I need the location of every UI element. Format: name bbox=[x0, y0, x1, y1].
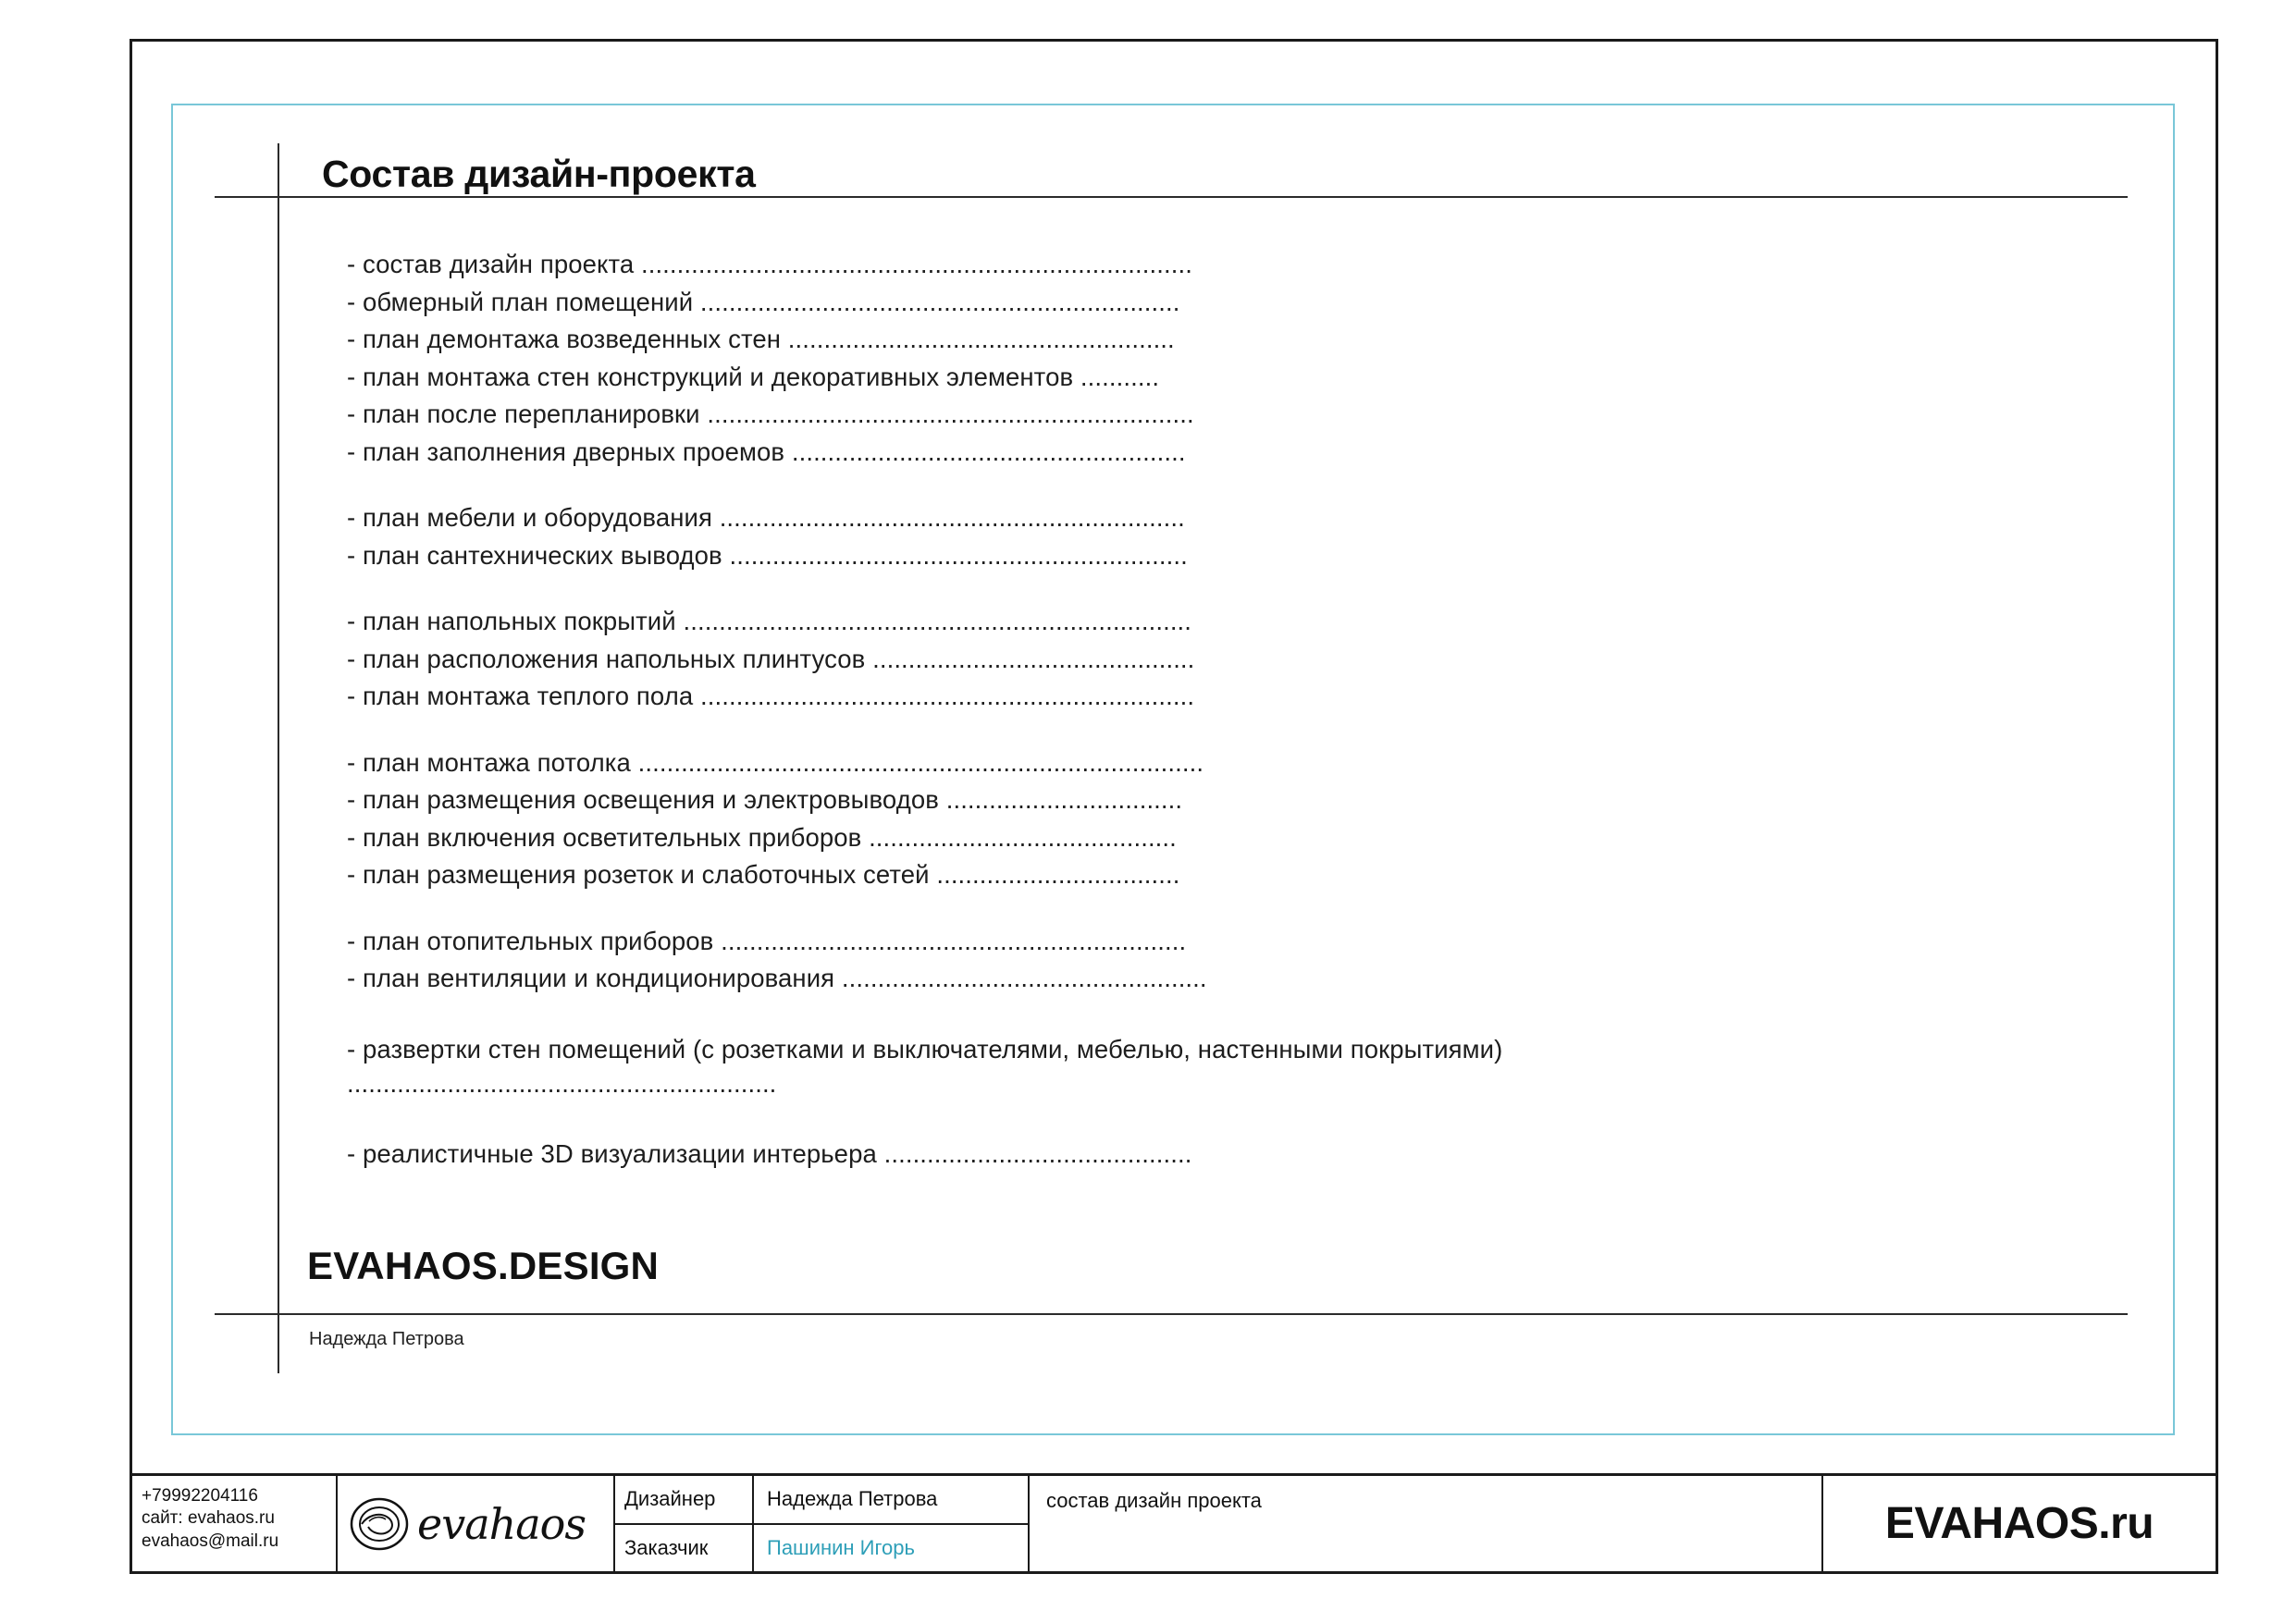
logo-cell bbox=[338, 1476, 615, 1571]
title-underline-rule bbox=[215, 196, 2128, 198]
brand-underline-rule bbox=[215, 1313, 2128, 1315]
list-item: - план монтажа потолка ............................................................................... bbox=[347, 747, 1204, 777]
list-item: - план размещения розеток и слаботочных сетей .................................. bbox=[347, 860, 1180, 889]
list-item: - реалистичные 3D визуализации интерьера ........................................... bbox=[347, 1138, 1192, 1168]
contents-group bbox=[347, 252, 1790, 464]
contents-group bbox=[347, 609, 1790, 709]
role-value: Пашинин Игорь bbox=[767, 1535, 915, 1559]
list-item: - план монтажа теплого пола ..................................................................... bbox=[347, 682, 1195, 710]
group-spacer bbox=[347, 1113, 1790, 1141]
role-value: Надежда Петрова bbox=[767, 1487, 938, 1511]
role-label: Дизайнер bbox=[615, 1476, 754, 1523]
group-spacer bbox=[347, 476, 1790, 505]
contents-group bbox=[347, 505, 1790, 568]
list-item: - план демонтажа возведенных стен ...................................................... bbox=[347, 325, 1175, 353]
list-item: - состав дизайн проекта ............................................................................. bbox=[347, 250, 1192, 278]
role-label: Заказчик bbox=[615, 1525, 754, 1572]
group-spacer bbox=[347, 1003, 1790, 1032]
content-vertical-rule bbox=[278, 143, 279, 1373]
contents-group bbox=[347, 747, 1790, 889]
list-item: - план отопительных приборов ................................................................. bbox=[347, 926, 1187, 955]
contacts-cell bbox=[132, 1476, 338, 1571]
sheet-subject: состав дизайн проекта bbox=[1030, 1476, 1823, 1571]
role-row-client bbox=[615, 1525, 1028, 1572]
scribble-circle-icon bbox=[349, 1495, 410, 1553]
group-spacer bbox=[347, 721, 1790, 750]
logo-wordmark: evahaos bbox=[417, 1498, 586, 1549]
group-spacer bbox=[347, 900, 1790, 928]
contents-group bbox=[347, 1138, 1790, 1168]
contents-list bbox=[347, 252, 1790, 1178]
list-item: - план расположения напольных плинтусов ............................................. bbox=[347, 644, 1195, 673]
list-item: - план монтажа стен конструкций и декоративных элементов ........... bbox=[347, 362, 1160, 391]
list-item: - план включения осветительных приборов ........................................... bbox=[347, 822, 1177, 852]
contents-group bbox=[347, 1032, 1790, 1100]
list-item: - план размещения освещения и электровыводов ................................. bbox=[347, 785, 1183, 814]
list-item: - план сантехнических выводов ................................................................ bbox=[347, 540, 1188, 570]
roles-cell bbox=[615, 1476, 1030, 1571]
list-item: - обмерный план помещений ................................................................... bbox=[347, 287, 1180, 316]
list-item: - развертки стен помещений (с розетками и выключателями, мебелью, настенными покрытиями) ............................................................ bbox=[347, 1034, 1503, 1098]
group-spacer bbox=[347, 580, 1790, 609]
list-item: - план вентиляции и кондиционирования ................................................... bbox=[347, 964, 1207, 992]
contact-email: evahaos@mail.ru bbox=[142, 1531, 279, 1551]
brand-name: EVAHAOS.DESIGN bbox=[307, 1244, 660, 1287]
contact-phone: +79992204116 bbox=[142, 1486, 258, 1506]
list-item: - план мебели и оборудования ................................................................. bbox=[347, 503, 1185, 532]
contact-site: сайт: evahaos.ru bbox=[142, 1508, 275, 1529]
list-item: - план заполнения дверных проемов ....................................................... bbox=[347, 436, 1186, 466]
author-name: Надежда Петрова bbox=[309, 1329, 464, 1349]
list-item: - план после перепланировки .................................................................... bbox=[347, 400, 1194, 428]
list-item: - план напольных покрытий ....................................................................... bbox=[347, 607, 1192, 635]
page-title: Состав дизайн-проекта bbox=[322, 153, 756, 195]
site-badge: EVAHAOS.ru bbox=[1884, 1499, 2154, 1548]
contents-group bbox=[347, 928, 1790, 991]
role-row-designer bbox=[615, 1476, 1028, 1525]
title-block bbox=[130, 1473, 2218, 1574]
